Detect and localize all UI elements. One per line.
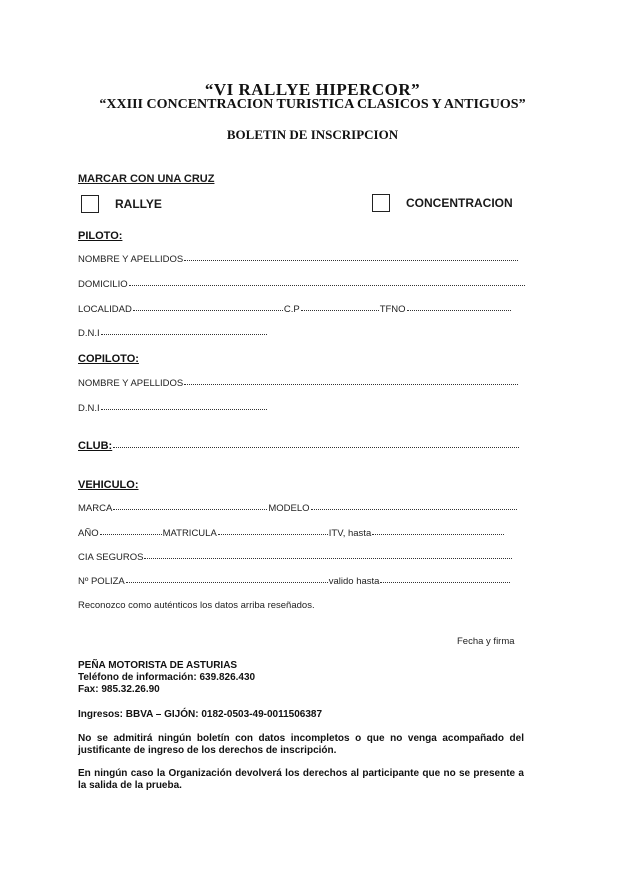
organizer-name: PEÑA MOTORISTA DE ASTURIAS [78, 660, 238, 671]
copiloto-nombre-field[interactable] [78, 378, 519, 389]
matricula-line[interactable] [218, 533, 328, 535]
itv-line[interactable] [372, 533, 504, 535]
copiloto-heading: COPILOTO: [78, 353, 139, 365]
copiloto-dni-line[interactable] [101, 408, 267, 410]
copiloto-nombre-line[interactable] [184, 383, 518, 385]
concentracion-label: CONCENTRACION [406, 196, 513, 210]
piloto-dni-line[interactable] [101, 333, 267, 335]
itv-label: ITV, hasta [328, 528, 372, 539]
piloto-domicilio-line[interactable] [129, 284, 525, 286]
incomplete-forms-note: No se admitirá ningún boletín con datos incompletos o que no venga acompañado del justificante de ingreso de los derechos de inscripción. [78, 733, 524, 756]
marca-line[interactable] [113, 508, 267, 510]
piloto-heading: PILOTO: [78, 230, 123, 242]
valido-label: valido hasta [328, 576, 380, 587]
concentracion-checkbox[interactable] [372, 194, 390, 212]
cia-seguros-field[interactable] [78, 552, 513, 563]
piloto-tfno-line[interactable] [407, 309, 511, 311]
piloto-domicilio-label: DOMICILIO [78, 279, 128, 290]
piloto-nombre-label: NOMBRE Y APELLIDOS [78, 254, 184, 265]
vehiculo-anio-field[interactable] [78, 528, 505, 539]
valido-line[interactable] [380, 581, 510, 583]
marca-label: MARCA [78, 503, 113, 514]
piloto-dni-field[interactable] [78, 328, 268, 339]
poliza-label: Nº POLIZA [78, 576, 125, 587]
rallye-checkbox[interactable] [81, 195, 99, 213]
piloto-cp-line[interactable] [301, 309, 379, 311]
poliza-field[interactable] [78, 576, 511, 587]
piloto-localidad-field[interactable] [78, 304, 512, 315]
piloto-tfno-label: TFNO [379, 304, 406, 315]
organizer-phone: Teléfono de información: 639.826.430 [78, 672, 256, 683]
anio-line[interactable] [100, 533, 162, 535]
piloto-cp-label: C.P [283, 304, 300, 315]
copiloto-dni-field[interactable] [78, 403, 268, 414]
piloto-dni-label: D.N.I [78, 328, 100, 339]
cia-seguros-line[interactable] [144, 557, 512, 559]
club-line[interactable] [113, 446, 519, 448]
organizer-fax: Fax: 985.32.26.90 [78, 684, 160, 695]
organizer-block [78, 660, 255, 696]
club-heading: CLUB: [78, 440, 113, 452]
declaration-text: Reconozco como auténticos los datos arriba reseñados. [78, 600, 315, 611]
no-refund-note: En ningún caso la Organización devolverá los derechos al participante que no se presente a la salida de la prueba. [78, 768, 524, 791]
poliza-line[interactable] [126, 581, 328, 583]
piloto-domicilio-field[interactable] [78, 279, 526, 290]
piloto-nombre-field[interactable] [78, 254, 519, 265]
form-title: “VI RALLYE HIPERCOR” [204, 80, 421, 99]
copiloto-dni-label: D.N.I [78, 403, 100, 414]
anio-label: AÑO [78, 528, 99, 539]
copiloto-nombre-label: NOMBRE Y APELLIDOS [78, 378, 184, 389]
modelo-label: MODELO [268, 503, 310, 514]
piloto-localidad-label: LOCALIDAD [78, 304, 132, 315]
form-subtitle: “XXIII CONCENTRACION TURISTICA CLASICOS Y ANTIGUOS” [99, 97, 526, 112]
club-field[interactable] [78, 440, 520, 452]
matricula-label: MATRICULA [162, 528, 217, 539]
rallye-option[interactable] [81, 195, 162, 213]
bank-info: Ingresos: BBVA – GIJÓN: 0182-0503-49-0011506387 [78, 709, 323, 720]
mark-instruction: MARCAR CON UNA CRUZ [78, 173, 215, 185]
modelo-line[interactable] [311, 508, 517, 510]
piloto-localidad-line[interactable] [133, 309, 283, 311]
concentracion-option[interactable] [372, 194, 513, 212]
form-heading: BOLETIN DE INSCRIPCION [226, 127, 399, 142]
vehiculo-marca-field[interactable] [78, 503, 518, 514]
vehiculo-heading: VEHICULO: [78, 479, 139, 491]
piloto-nombre-line[interactable] [184, 259, 518, 261]
rallye-label: RALLYE [115, 197, 162, 211]
signature-label: Fecha y firma [457, 636, 515, 647]
cia-seguros-label: CIA SEGUROS [78, 552, 144, 563]
